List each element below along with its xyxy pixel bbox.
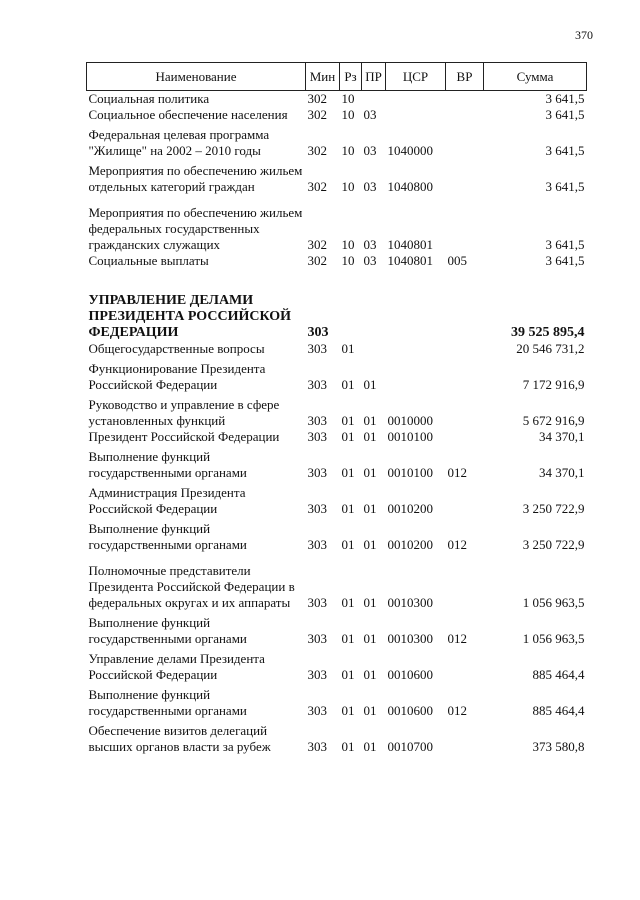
row-csr: 0010600 [387,703,433,718]
table-header-row [87,63,587,91]
row-sum: 1 056 963,5 [522,595,585,610]
row-rz: 01 [341,413,355,428]
row-vr: 005 [447,253,467,268]
row-vr [446,647,484,683]
row-sum: 885 464,4 [532,667,585,682]
row-vr: 012 [447,703,467,718]
row-sum: 885 464,4 [532,703,585,718]
row-csr [386,357,446,393]
row-csr: 0010100 [387,429,433,444]
row-sum: 3 641,5 [545,143,585,158]
row-vr [446,123,484,159]
header-sum: Сумма [484,63,587,91]
row-csr [386,91,446,108]
row-name: Выполнение функций государственными органами [88,687,247,718]
table-row [87,553,587,611]
row-name: Федеральная целевая программа "Жилище" на 2002 – 2010 годы [88,127,270,158]
table-row [87,107,587,123]
row-rz: 01 [341,429,355,444]
row-vr [446,719,484,755]
row-vr [446,357,484,393]
header-csr: ЦСР [386,63,446,91]
table-row [87,481,587,517]
table-row [87,123,587,159]
row-name: Выполнение функций государственными органами [88,449,247,480]
header-pr: ПР [362,63,386,91]
row-min: 303 [307,341,327,356]
row-name: Управление делами Президента Российской Федерации [88,651,265,682]
row-csr: 1040800 [387,179,433,194]
table-row [87,719,587,755]
row-rz: 01 [341,537,355,552]
row-rz: 01 [341,631,355,646]
row-name: Социальная политика [88,91,210,106]
row-rz: 01 [341,703,355,718]
row-vr [446,553,484,611]
row-pr: 01 [363,501,377,516]
row-vr [446,159,484,195]
row-name: Социальные выплаты [88,253,209,268]
row-csr: 1040801 [387,253,433,268]
row-sum: 34 370,1 [539,465,585,480]
row-name: Полномочные представители Президента Российской Федерации в федеральных округах и их аппараты [88,563,295,610]
row-name: Президент Российской Федерации [88,429,280,444]
row-vr [446,269,484,341]
row-pr: 01 [363,739,377,754]
row-rz: 10 [341,107,355,122]
row-csr [386,269,446,341]
row-name: Мероприятия по обеспечению жильем отдельных категорий граждан [88,163,303,194]
row-sum: 34 370,1 [539,429,585,444]
row-min: 303 [307,631,327,646]
table-row [87,159,587,195]
header-rz: Рз [340,63,362,91]
row-sum: 3 250 722,9 [522,501,585,516]
row-min: 302 [307,143,327,158]
row-csr: 0010300 [387,595,433,610]
row-pr: 01 [363,537,377,552]
row-sum: 3 250 722,9 [522,537,585,552]
row-vr: 012 [447,465,467,480]
row-vr [446,107,484,123]
row-min: 303 [307,465,327,480]
row-rz: 10 [341,237,355,252]
row-sum: 39 525 895,4 [511,325,585,340]
table-row [87,611,587,647]
row-vr [446,393,484,429]
row-vr [446,195,484,253]
row-rz: 01 [341,377,355,392]
row-min: 303 [307,595,327,610]
row-min: 303 [307,739,327,754]
table-row [87,91,587,108]
row-pr: 01 [363,703,377,718]
row-sum: 3 641,5 [545,91,585,106]
row-csr: 0010200 [387,537,433,552]
row-pr: 01 [363,413,377,428]
row-sum: 3 641,5 [545,237,585,252]
row-pr: 01 [363,377,377,392]
row-min: 303 [307,667,327,682]
row-pr [362,341,386,357]
row-csr: 1040000 [387,143,433,158]
row-min: 302 [307,179,327,194]
table-row [87,647,587,683]
row-sum: 3 641,5 [545,107,585,122]
row-pr: 03 [363,237,377,252]
row-csr: 0010600 [387,667,433,682]
table-row [87,341,587,357]
row-name: УПРАВЛЕНИЕ ДЕЛАМИ ПРЕЗИДЕНТА РОССИЙСКОЙ ФЕДЕРАЦИИ [88,293,292,340]
row-min: 303 [307,413,327,428]
row-rz: 01 [341,341,355,356]
row-vr: 012 [447,631,467,646]
row-pr: 01 [363,429,377,444]
row-pr [362,269,386,341]
row-csr: 1040801 [387,237,433,252]
row-sum: 1 056 963,5 [522,631,585,646]
row-min: 303 [307,325,329,340]
row-csr: 0010300 [387,631,433,646]
row-rz: 01 [341,465,355,480]
table-row [87,393,587,429]
budget-table [86,62,587,755]
table-row [87,445,587,481]
row-name: Обеспечение визитов делегаций высших органов власти за рубеж [88,723,271,754]
row-name: Выполнение функций государственными органами [88,521,247,552]
row-name: Общегосударственные вопросы [88,341,265,356]
page-number: 370 [575,28,593,42]
row-name: Функционирование Президента Российской Федерации [88,361,266,392]
row-csr: 0010700 [387,739,433,754]
row-min: 303 [307,537,327,552]
row-min: 302 [307,107,327,122]
row-min: 302 [307,237,327,252]
row-rz: 01 [341,667,355,682]
row-sum: 5 672 916,9 [522,413,585,428]
row-vr: 012 [447,537,467,552]
row-rz [340,269,362,341]
table-row-section-heading [87,269,587,341]
header-name: Наименование [87,63,306,91]
row-pr: 01 [363,667,377,682]
row-rz: 01 [341,739,355,754]
row-vr [446,341,484,357]
row-pr: 01 [363,465,377,480]
row-csr: 0010000 [387,413,433,428]
row-name: Руководство и управление в сфере установленных функций [88,397,280,428]
row-sum: 3 641,5 [545,179,585,194]
row-vr [446,91,484,108]
row-csr [386,341,446,357]
table-row [87,195,587,253]
header-min: Мин [306,63,340,91]
row-pr: 03 [363,107,377,122]
row-rz: 10 [341,91,355,106]
row-sum: 373 580,8 [532,739,585,754]
row-vr [446,429,484,445]
table-row [87,429,587,445]
row-pr: 03 [363,143,377,158]
table-row [87,517,587,553]
table-row [87,357,587,393]
row-sum: 3 641,5 [545,253,585,268]
row-sum: 20 546 731,2 [516,341,585,356]
row-pr: 01 [363,631,377,646]
row-name: Выполнение функций государственными органами [88,615,247,646]
row-pr: 03 [363,253,377,268]
row-sum: 7 172 916,9 [522,377,585,392]
row-csr: 0010200 [387,501,433,516]
row-rz: 01 [341,595,355,610]
row-rz: 10 [341,143,355,158]
row-rz: 10 [341,179,355,194]
row-rz: 01 [341,501,355,516]
row-vr [446,481,484,517]
row-pr: 01 [363,595,377,610]
row-min: 303 [307,429,327,444]
row-min: 303 [307,703,327,718]
row-pr: 03 [363,179,377,194]
table-row [87,253,587,269]
row-min: 302 [307,91,327,106]
row-name: Мероприятия по обеспечению жильем федеральных государственных гражданских служащих [88,205,303,252]
header-vr: ВР [446,63,484,91]
row-pr [362,91,386,108]
row-name: Социальное обеспечение населения [88,107,288,122]
row-csr: 0010100 [387,465,433,480]
row-name: Администрация Президента Российской Федерации [88,485,246,516]
row-csr [386,107,446,123]
row-min: 302 [307,253,327,268]
row-min: 303 [307,377,327,392]
table-row [87,683,587,719]
row-rz: 10 [341,253,355,268]
row-min: 303 [307,501,327,516]
